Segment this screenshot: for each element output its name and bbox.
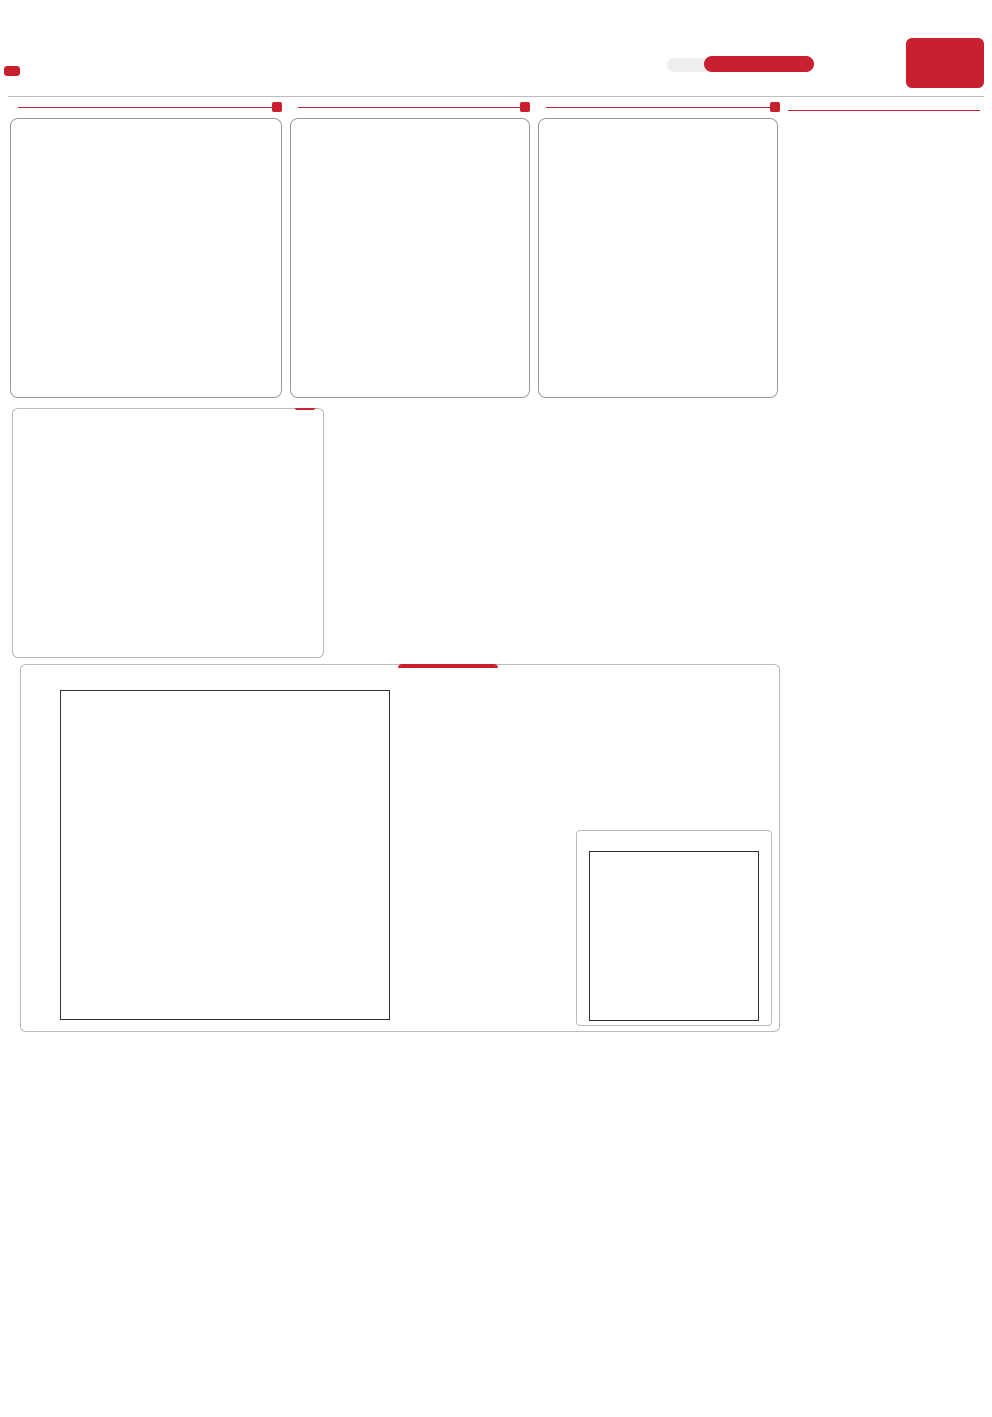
isfahan-article bbox=[12, 408, 324, 658]
col1-body bbox=[788, 124, 984, 1159]
section-title bbox=[704, 56, 814, 72]
col1-kicker-row bbox=[788, 102, 984, 118]
kicker-line bbox=[788, 110, 980, 111]
region-kerman-header bbox=[10, 100, 282, 114]
answers-label bbox=[577, 831, 771, 837]
region-line bbox=[546, 107, 770, 108]
kerman-body bbox=[17, 130, 275, 352]
region-marker bbox=[520, 102, 530, 112]
grid-col-numbers bbox=[60, 674, 390, 688]
crossword-header bbox=[398, 664, 498, 668]
region-marker bbox=[770, 102, 780, 112]
grid-row-numbers bbox=[392, 690, 406, 1020]
region-line bbox=[18, 107, 272, 108]
region-gilan-header bbox=[538, 100, 780, 114]
isfahan-body bbox=[17, 427, 319, 621]
page-number bbox=[818, 38, 874, 88]
region-line bbox=[298, 107, 520, 108]
crossword-grid[interactable] bbox=[60, 690, 390, 1020]
masthead bbox=[8, 38, 984, 96]
masthead-divider bbox=[8, 96, 984, 97]
gilan-body bbox=[545, 130, 771, 336]
answers-grid bbox=[589, 851, 759, 1021]
region-label bbox=[295, 408, 315, 410]
region-ilam-header bbox=[290, 100, 530, 114]
col1-article bbox=[788, 102, 984, 1159]
region-marker bbox=[272, 102, 282, 112]
lead-body bbox=[332, 414, 780, 610]
answers-box bbox=[576, 830, 772, 1026]
ilam-body bbox=[297, 130, 523, 352]
sms-icon bbox=[4, 66, 20, 76]
newspaper-logo[interactable] bbox=[906, 38, 984, 88]
ilam-article bbox=[290, 118, 530, 398]
gilan-article bbox=[538, 118, 778, 398]
lead-article bbox=[332, 408, 780, 658]
kerman-article bbox=[10, 118, 282, 398]
